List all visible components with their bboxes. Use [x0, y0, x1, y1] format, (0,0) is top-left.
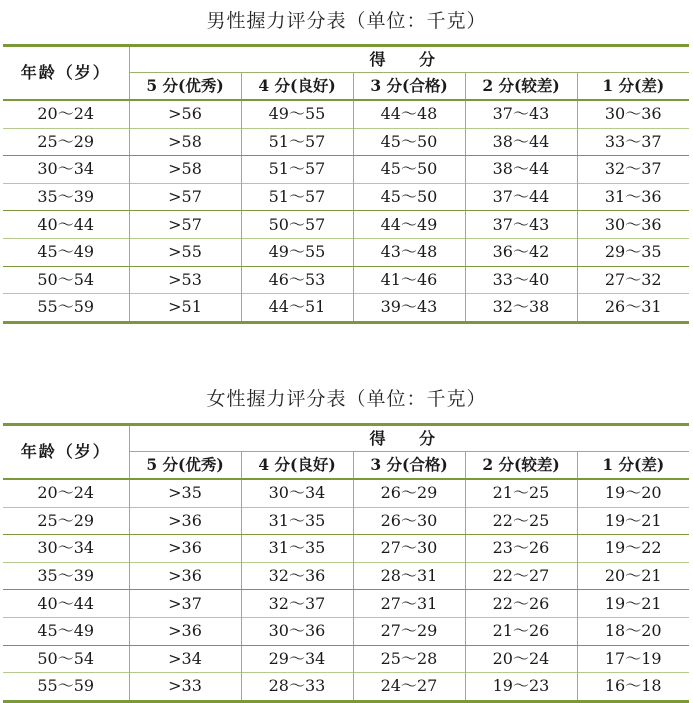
value-cell: 27～32	[604, 269, 662, 289]
value-cell: 45～50	[353, 128, 465, 156]
table-row	[3, 590, 689, 618]
value-cell: 43～48	[353, 238, 465, 266]
value-cell: >56	[129, 100, 241, 128]
value-cell: 20～24	[465, 645, 577, 673]
table-row	[3, 266, 689, 294]
value-cell: 19～20	[604, 483, 662, 503]
age-cell: 55～59	[3, 673, 129, 702]
value-cell: >37	[129, 590, 241, 618]
value-cell: 37～43	[465, 100, 577, 128]
value-cell: >36	[129, 562, 241, 590]
value-cell: >36	[129, 535, 241, 563]
value-cell: 44～51	[241, 294, 353, 323]
table-row	[3, 507, 689, 535]
value-cell: 37～43	[465, 211, 577, 239]
value-cell: 44～49	[353, 211, 465, 239]
age-cell: 45～49	[3, 617, 129, 645]
value-cell: 51～57	[241, 156, 353, 184]
value-cell: 20～21	[577, 562, 689, 590]
male-grip-score-table	[3, 44, 689, 324]
age-cell: 35～39	[3, 562, 129, 590]
value-cell: >55	[129, 238, 241, 266]
age-cell: 20～24	[3, 100, 129, 128]
value-cell: 37～44	[465, 183, 577, 211]
age-cell: 45～49	[3, 238, 129, 266]
female-grip-score-table	[3, 423, 689, 703]
value-cell: 32～36	[241, 562, 353, 590]
age-cell: 40～44	[3, 211, 129, 239]
value-cell: 19～23	[465, 673, 577, 702]
value-cell: 31～35	[241, 535, 353, 563]
table-row	[3, 128, 689, 156]
score-column-header: 4 分(良好)	[241, 452, 353, 480]
value-cell: 22～26	[465, 590, 577, 618]
value-cell: >58	[129, 156, 241, 184]
table-row	[3, 535, 689, 563]
score-column-header: 3 分(合格)	[353, 73, 465, 101]
score-column-header: 3 分(合格)	[353, 452, 465, 480]
score-column-header: 2 分(较差)	[465, 73, 577, 101]
value-cell: 19～21	[577, 507, 689, 535]
value-cell: 29～35	[577, 238, 689, 266]
value-cell: 39～43	[353, 294, 465, 323]
value-cell: 33～37	[577, 128, 689, 156]
score-column-header: 4 分(良好)	[241, 73, 353, 101]
age-header: 年龄（岁）	[3, 425, 129, 480]
table-row	[3, 562, 689, 590]
table-row	[3, 211, 689, 239]
table-row	[3, 645, 689, 673]
male-table-title: 男性握力评分表（单位：千克）	[206, 10, 487, 32]
score-column-header: 5 分(优秀)	[129, 73, 241, 101]
value-cell: 22～25	[465, 507, 577, 535]
value-cell: 29～34	[241, 645, 353, 673]
value-cell: >34	[129, 645, 241, 673]
value-cell: 27～30	[353, 535, 465, 563]
value-cell: 23～26	[465, 535, 577, 563]
value-cell: 32～37	[241, 590, 353, 618]
value-cell: 27～29	[353, 617, 465, 645]
score-column-header: 2 分(较差)	[465, 452, 577, 480]
value-cell: >53	[129, 266, 241, 294]
value-cell: 30～36	[604, 104, 662, 124]
value-cell: 49～55	[241, 238, 353, 266]
value-cell: >58	[129, 128, 241, 156]
value-cell: 25～28	[353, 645, 465, 673]
age-cell: 30～34	[3, 156, 129, 184]
value-cell: 26～29	[353, 479, 465, 507]
value-cell: >57	[129, 211, 241, 239]
value-cell: 31～36	[577, 183, 689, 211]
age-cell: 25～29	[3, 507, 129, 535]
value-cell: 28～33	[241, 673, 353, 702]
value-cell: 38～44	[465, 128, 577, 156]
value-cell: 32～37	[604, 159, 662, 179]
value-cell: 49～55	[241, 100, 353, 128]
value-cell: 46～53	[241, 266, 353, 294]
value-cell: >36	[129, 617, 241, 645]
table-row	[3, 673, 689, 702]
value-cell: >35	[129, 479, 241, 507]
value-cell: 21～25	[465, 479, 577, 507]
value-cell: 27～31	[353, 590, 465, 618]
age-cell: 55～59	[3, 294, 129, 323]
value-cell: 24～27	[353, 673, 465, 702]
value-cell: 44～48	[353, 100, 465, 128]
score-header: 得 分	[129, 425, 689, 452]
value-cell: 19～21	[604, 593, 662, 613]
value-cell: 30～34	[241, 479, 353, 507]
value-cell: 30～36	[604, 214, 662, 234]
value-cell: 45～50	[353, 183, 465, 211]
age-cell: 20～24	[3, 479, 129, 507]
table-row	[3, 100, 689, 128]
value-cell: 21～26	[465, 617, 577, 645]
age-cell: 30～34	[3, 535, 129, 563]
value-cell: >33	[129, 673, 241, 702]
value-cell: 30～36	[241, 617, 353, 645]
score-header: 得 分	[129, 46, 689, 73]
value-cell: 28～31	[353, 562, 465, 590]
value-cell: 18～20	[577, 617, 689, 645]
value-cell: >57	[129, 183, 241, 211]
value-cell: 33～40	[465, 266, 577, 294]
value-cell: 19～22	[604, 538, 662, 558]
score-column-header: 1 分(差)	[577, 452, 689, 480]
value-cell: 36～42	[465, 238, 577, 266]
value-cell: 45～50	[353, 156, 465, 184]
table-row	[3, 156, 689, 184]
table-row	[3, 479, 689, 507]
age-cell: 50～54	[3, 645, 129, 673]
value-cell: 17～19	[604, 648, 662, 668]
score-column-header: 1 分(差)	[577, 73, 689, 101]
value-cell: 51～57	[241, 183, 353, 211]
value-cell: 26～30	[353, 507, 465, 535]
table-row	[3, 294, 689, 323]
value-cell: >36	[129, 507, 241, 535]
value-cell: 38～44	[465, 156, 577, 184]
age-header: 年龄（岁）	[3, 46, 129, 101]
female-table-title: 女性握力评分表（单位：千克）	[206, 388, 487, 410]
age-cell: 35～39	[3, 183, 129, 211]
score-column-header: 5 分(优秀)	[129, 452, 241, 480]
value-cell: 16～18	[604, 676, 662, 696]
value-cell: 26～31	[604, 297, 662, 317]
value-cell: >51	[129, 294, 241, 323]
value-cell: 31～35	[241, 507, 353, 535]
value-cell: 51～57	[241, 128, 353, 156]
value-cell: 22～27	[465, 562, 577, 590]
age-cell: 50～54	[3, 266, 129, 294]
age-cell: 40～44	[3, 590, 129, 618]
table-row	[3, 617, 689, 645]
table-row	[3, 183, 689, 211]
value-cell: 41～46	[353, 266, 465, 294]
age-cell: 25～29	[3, 128, 129, 156]
value-cell: 50～57	[241, 211, 353, 239]
value-cell: 32～38	[465, 294, 577, 323]
table-row	[3, 238, 689, 266]
